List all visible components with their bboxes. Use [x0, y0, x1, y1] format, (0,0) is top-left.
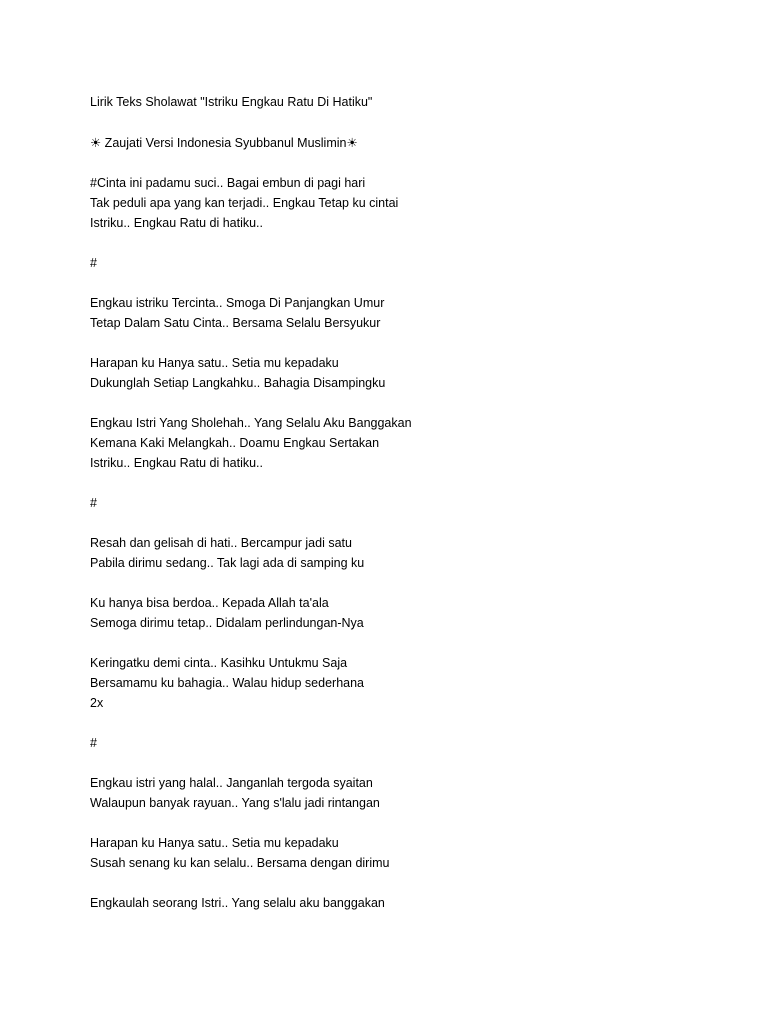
lyric-line: Pabila dirimu sedang.. Tak lagi ada di samping ku — [90, 556, 365, 570]
lyric-line: Istriku.. Engkau Ratu di hatiku.. — [90, 216, 264, 230]
lyric-line: Susah senang ku kan selalu.. Bersama dengan dirimu — [90, 856, 390, 870]
lyric-line: Dukunglah Setiap Langkahku.. Bahagia Disampingku — [90, 376, 386, 390]
lyric-line: Engkau istriku Tercinta.. Smoga Di Panjangkan Umur — [90, 296, 385, 310]
lyric-line: Engkau Istri Yang Sholehah.. Yang Selalu Aku Banggakan — [90, 416, 412, 430]
lyric-line: Kemana Kaki Melangkah.. Doamu Engkau Sertakan — [90, 436, 380, 450]
lyric-line: Engkau istri yang halal.. Janganlah tergoda syaitan — [90, 776, 373, 790]
lyric-line: Walaupun banyak rayuan.. Yang s'lalu jadi rintangan — [90, 796, 380, 810]
lyric-line: Harapan ku Hanya satu.. Setia mu kepadaku — [90, 356, 339, 370]
lyrics-document — [90, 0, 730, 1024]
lyric-line: Tak peduli apa yang kan terjadi.. Engkau Tetap ku cintai — [90, 196, 399, 210]
lyric-line: Tetap Dalam Satu Cinta.. Bersama Selalu Bersyukur — [90, 316, 381, 330]
lyric-line: Engkaulah seorang Istri.. Yang selalu aku banggakan — [90, 896, 385, 910]
section-marker: # — [90, 256, 97, 270]
section-marker: # — [90, 736, 97, 750]
lyric-line: #Cinta ini padamu suci.. Bagai embun di pagi hari — [90, 176, 366, 190]
lyric-line: Bersamamu ku bahagia.. Walau hidup sederhana — [90, 676, 365, 690]
lyric-line: Ku hanya bisa berdoa.. Kepada Allah ta'ala — [90, 596, 329, 610]
lyric-line: Resah dan gelisah di hati.. Bercampur jadi satu — [90, 536, 352, 550]
lyric-line: Semoga dirimu tetap.. Didalam perlindungan-Nya — [90, 616, 364, 630]
lyric-line: Keringatku demi cinta.. Kasihku Untukmu Saja — [90, 656, 348, 670]
subtitle-line: ☀ Zaujati Versi Indonesia Syubbanul Muslimin☀ — [90, 136, 358, 150]
lyric-line: Istriku.. Engkau Ratu di hatiku.. — [90, 456, 264, 470]
section-marker: # — [90, 496, 97, 510]
document-title: Lirik Teks Sholawat "Istriku Engkau Ratu Di Hatiku" — [90, 95, 373, 109]
repeat-marker: 2x — [90, 696, 104, 710]
lyric-line: Harapan ku Hanya satu.. Setia mu kepadaku — [90, 836, 339, 850]
